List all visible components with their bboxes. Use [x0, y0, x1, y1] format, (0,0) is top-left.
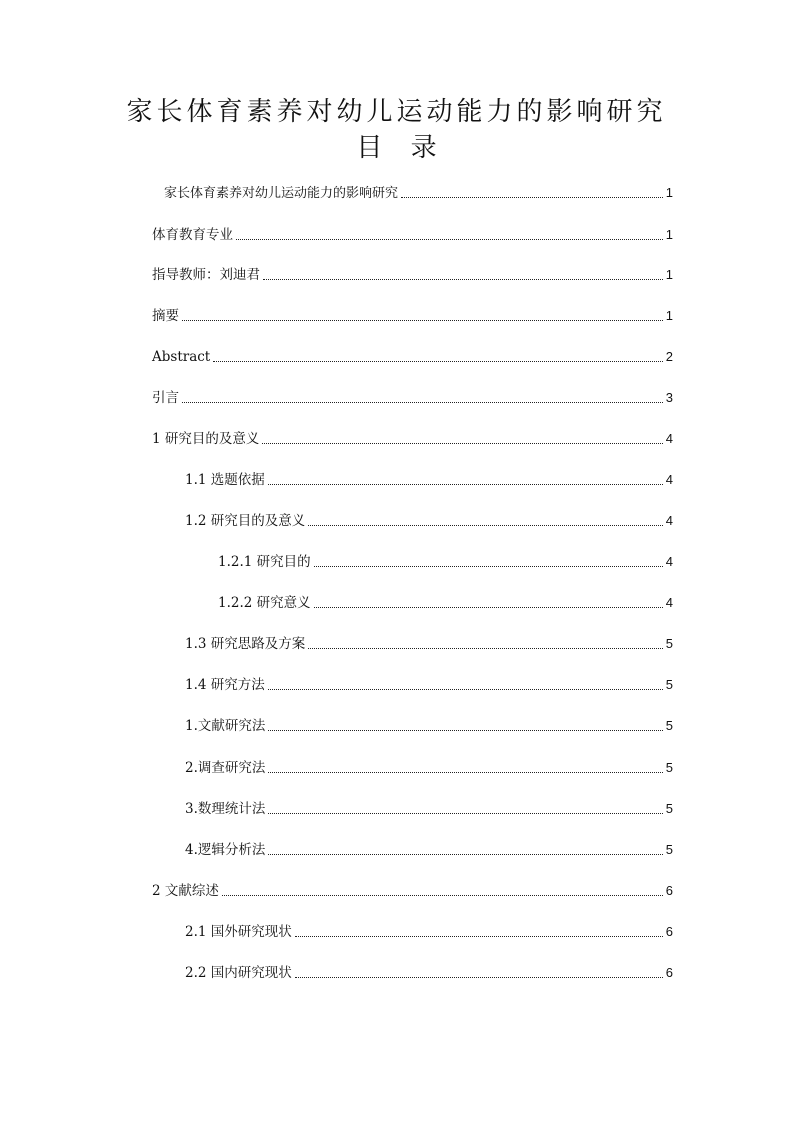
toc-entry[interactable]: [152, 264, 673, 286]
toc-entry-label: 1.2 研究目的及意义: [185, 513, 306, 529]
toc-entry[interactable]: [152, 428, 673, 450]
toc-entry-label: 体育教育专业: [152, 227, 233, 243]
toc-entry[interactable]: [152, 224, 673, 246]
toc-entry[interactable]: [185, 674, 673, 696]
document-title: 家长体育素养对幼儿运动能力的影响研究: [126, 97, 667, 127]
toc-entry-label: Abstract: [152, 349, 211, 365]
toc-entry[interactable]: [152, 346, 673, 368]
toc-page-number: 1: [665, 308, 673, 323]
toc-dot-leader: [268, 689, 663, 690]
toc-dot-leader: [314, 566, 663, 567]
toc-entry-label: 1 研究目的及意义: [152, 431, 260, 447]
toc-dot-leader: [262, 443, 662, 444]
toc-dot-leader: [222, 895, 663, 896]
toc-entry-label: 4.逻辑分析法: [185, 842, 266, 858]
toc-entry[interactable]: [185, 798, 673, 820]
toc-dot-leader: [213, 361, 663, 362]
toc-page-number: 4: [665, 554, 673, 569]
toc-dot-leader: [182, 402, 663, 403]
toc-page-number: 4: [665, 595, 673, 610]
toc-dot-leader: [268, 772, 662, 773]
toc-dot-leader: [236, 239, 663, 240]
toc-dot-leader: [182, 320, 663, 321]
toc-page-number: 4: [665, 513, 673, 528]
toc-page-number: 1: [665, 267, 673, 282]
toc-entry-label: 1.2.2 研究意义: [218, 595, 311, 611]
toc-entry-label: 3.数理统计法: [185, 801, 266, 817]
toc-page-number: 5: [665, 677, 673, 692]
toc-dot-leader: [295, 977, 663, 978]
toc-entry-label: 2 文献综述: [152, 883, 219, 899]
toc-page-number: 6: [665, 883, 673, 898]
toc-dot-leader: [295, 936, 663, 937]
toc-page-number: 6: [665, 924, 673, 939]
toc-entry[interactable]: [185, 839, 673, 861]
toc-entry[interactable]: [164, 182, 673, 204]
toc-entry[interactable]: [185, 715, 673, 737]
toc-entry-label: 家长体育素养对幼儿运动能力的影响研究: [164, 186, 399, 201]
toc-dot-leader: [263, 279, 663, 280]
toc-page-number: 5: [665, 718, 673, 733]
toc-dot-leader: [308, 648, 663, 649]
toc-entry-label: 引言: [152, 390, 179, 406]
toc-entry-label: 摘要: [152, 308, 179, 324]
toc-entry[interactable]: [185, 921, 673, 943]
toc-dot-leader: [268, 813, 662, 814]
toc-page-number: 5: [665, 636, 673, 651]
toc-dot-leader: [268, 730, 662, 731]
toc-dot-leader: [308, 525, 663, 526]
toc-page-number: 6: [665, 965, 673, 980]
toc-entry[interactable]: [185, 962, 673, 984]
toc-page-number: 4: [665, 431, 673, 446]
toc-page-number: 2: [665, 349, 673, 364]
toc-entry-label: 1.文献研究法: [185, 718, 266, 734]
toc-page-number: 1: [665, 185, 673, 200]
toc-entry-label: 1.1 选题依据: [185, 472, 265, 488]
toc-entry[interactable]: [185, 469, 673, 491]
toc-entry[interactable]: [152, 387, 673, 409]
toc-entry-label: 1.2.1 研究目的: [218, 554, 311, 570]
toc-entry[interactable]: [185, 510, 673, 532]
toc-entry[interactable]: [185, 757, 673, 779]
toc-page-number: 4: [665, 472, 673, 487]
toc-entry-label: 2.2 国内研究现状: [185, 965, 292, 981]
toc-entry-label: 2.调查研究法: [185, 760, 266, 776]
toc-page-number: 1: [665, 227, 673, 242]
toc-entry-label: 2.1 国外研究现状: [185, 924, 292, 940]
toc-entry[interactable]: [152, 305, 673, 327]
toc-page-number: 5: [665, 801, 673, 816]
toc-heading: 目 录: [356, 133, 437, 163]
toc-entry[interactable]: [218, 592, 673, 614]
toc-dot-leader: [268, 484, 663, 485]
toc-dot-leader: [314, 607, 663, 608]
toc-entry-label: 指导教师：刘迪君: [152, 267, 260, 283]
toc-entry[interactable]: [218, 551, 673, 573]
toc-page-number: 5: [665, 842, 673, 857]
toc-dot-leader: [401, 197, 663, 198]
toc-entry-label: 1.3 研究思路及方案: [185, 636, 306, 652]
toc-entry[interactable]: [152, 880, 673, 902]
toc-page-number: 5: [665, 760, 673, 775]
toc-entry[interactable]: [185, 633, 673, 655]
toc-entry-label: 1.4 研究方法: [185, 677, 265, 693]
toc-page-number: 3: [665, 390, 673, 405]
toc-dot-leader: [268, 854, 662, 855]
